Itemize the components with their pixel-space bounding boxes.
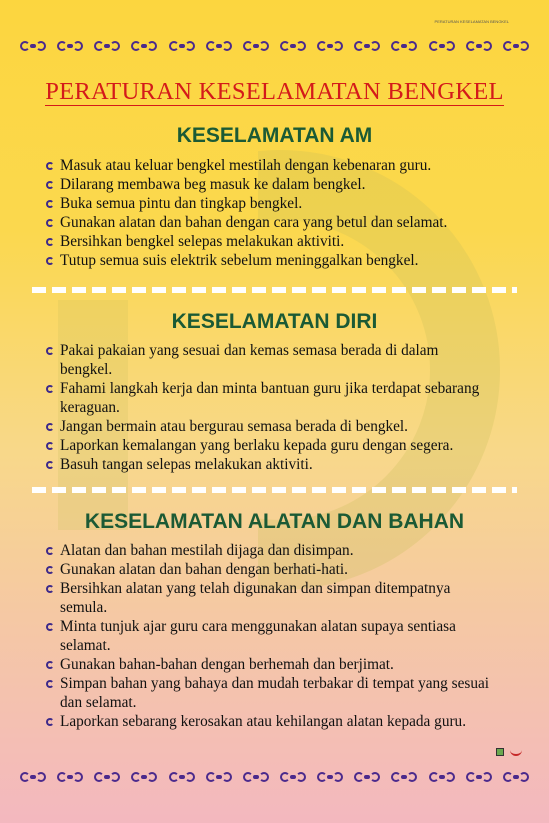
bullet-icon [46,566,54,574]
bullet-icon [46,461,54,469]
list-item: Simpan bahan yang bahaya dan mudah terbakar di tempat yang sesuai dan selamat. [46,674,498,712]
ornament-icon [129,38,159,54]
ornament-icon [18,38,48,54]
tiny-header-text: PERATURAN KESELAMATAN BENGKEL [434,19,509,24]
ornament-icon [278,38,308,54]
ornament-icon [464,38,494,54]
list-item: Gunakan alatan dan bahan dengan berhati-hati. [46,560,498,579]
list-item: Gunakan bahan-bahan dengan berhemah dan berjimat. [46,655,498,674]
ornament-icon [55,769,85,785]
publisher-logos [496,748,526,758]
poster-title [0,78,549,106]
bullet-icon [46,219,54,227]
ornament-icon [278,769,308,785]
ornament-icon [427,769,457,785]
bullet-icon [46,442,54,450]
list-item: Pakai pakaian yang sesuai dan kemas semasa berada di dalam bengkel. [46,341,486,379]
list-item: Minta tunjuk ajar guru cara menggunakan alatan supaya sentiasa selamat. [46,617,498,655]
ornament-icon [204,769,234,785]
ornament-icon [427,38,457,54]
ornament-icon [18,769,48,785]
bullet-icon [46,181,54,189]
ornament-icon [315,38,345,54]
list-item: Buka semua pintu dan tingkap bengkel. [46,194,516,213]
ornament-icon [352,769,382,785]
ornament-icon [389,38,419,54]
ornament-icon [129,769,159,785]
list-item: Dilarang membawa beg masuk ke dalam bengkel. [46,175,516,194]
bullet-icon [46,547,54,555]
ornament-icon [92,769,122,785]
ornament-icon [55,38,85,54]
bullet-icon [46,718,54,726]
list-item: Masuk atau keluar bengkel mestilah dengan kebenaran guru. [46,156,516,175]
section-list-diri [46,341,486,474]
list-item: Alatan dan bahan mestilah dijaga dan disimpan. [46,541,498,560]
poster-title-text: PERATURAN KESELAMATAN BENGKEL [45,78,504,105]
ornament-icon [352,38,382,54]
list-item: Basuh tangan selepas melakukan aktiviti. [46,455,486,474]
ornament-icon [501,38,531,54]
section-list-am [46,156,516,270]
list-item: Bersihkan bengkel selepas melakukan aktiviti. [46,232,516,251]
bullet-icon [46,423,54,431]
section-divider [32,487,517,493]
ornament-icon [315,769,345,785]
ornament-icon [464,769,494,785]
list-item: Laporkan sebarang kerosakan atau kehilangan alatan kepada guru. [46,712,498,731]
ornament-icon [501,769,531,785]
bullet-icon [46,200,54,208]
section-title-diri: KESELAMATAN DIRI [171,310,378,333]
list-item: Tutup semua suis elektrik sebelum meninggalkan bengkel. [46,251,516,270]
bullet-icon [46,680,54,688]
bullet-icon [46,347,54,355]
list-item: Fahami langkah kerja dan minta bantuan guru jika terdapat sebarang keraguan. [46,379,486,417]
ornament-icon [241,38,271,54]
publisher-logo-icon [496,748,504,756]
list-item: Jangan bermain atau bergurau semasa berada di bengkel. [46,417,486,436]
ornament-icon [167,38,197,54]
section-title-am: KESELAMATAN AM [176,124,373,147]
ornament-icon [241,769,271,785]
section-divider [32,287,517,293]
bullet-icon [46,385,54,393]
bullet-icon [46,623,54,631]
ornament-icon [92,38,122,54]
section-list-alatan [46,541,498,731]
list-item: Gunakan alatan dan bahan dengan cara yang betul dan selamat. [46,213,516,232]
bullet-icon [46,238,54,246]
bullet-icon [46,162,54,170]
bullet-icon [46,257,54,265]
ornament-icon [389,769,419,785]
section-title-alatan: KESELAMATAN ALATAN DAN BAHAN [84,510,465,533]
ornament-icon [167,769,197,785]
list-item: Bersihkan alatan yang telah digunakan dan simpan ditempatnya semula. [46,579,498,617]
bullet-icon [46,585,54,593]
bottom-ornament-border [18,767,531,787]
list-item: Laporkan kemalangan yang berlaku kepada guru dengan segera. [46,436,486,455]
swoosh-logo-icon [510,750,522,756]
ornament-icon [204,38,234,54]
top-ornament-border [18,36,531,56]
bullet-icon [46,661,54,669]
